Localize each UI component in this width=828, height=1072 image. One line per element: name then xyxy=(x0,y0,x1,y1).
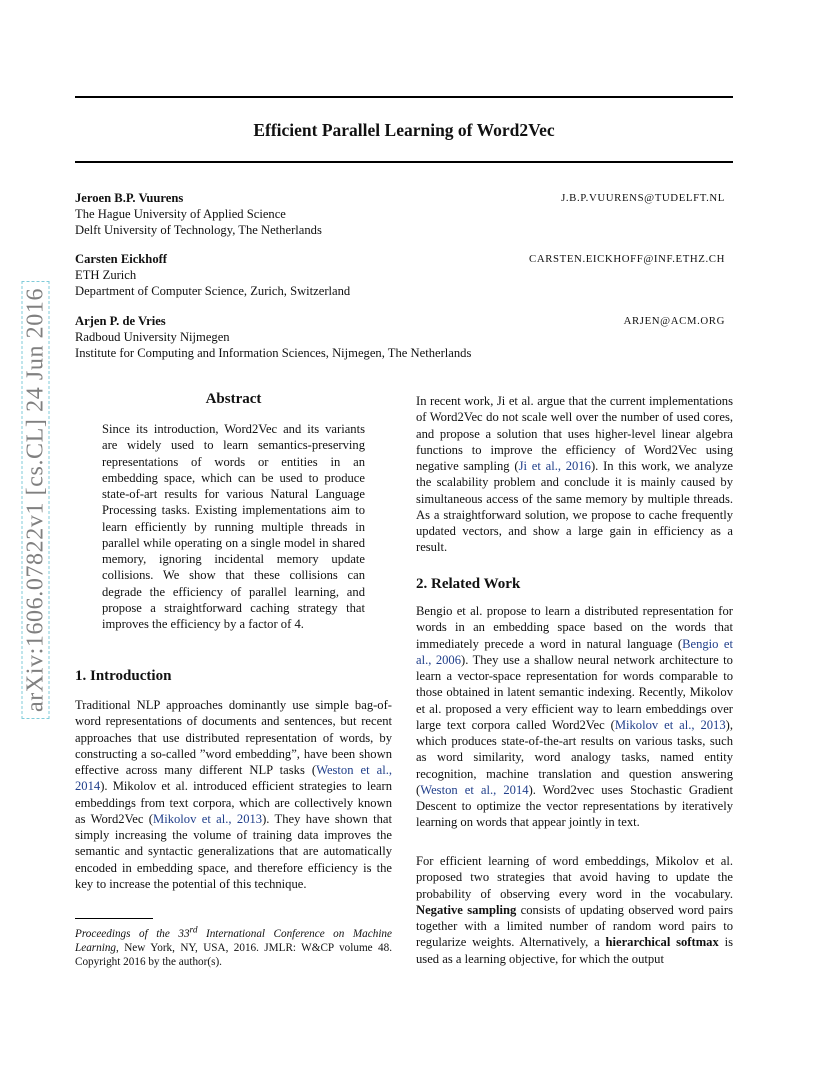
author-affiliation: The Hague University of Applied Science xyxy=(75,207,286,222)
author-email[interactable]: CARSTEN.EICKHOFF@INF.ETHZ.CH xyxy=(529,253,725,265)
author-block xyxy=(75,190,725,239)
citation-link[interactable]: Ji et al., 2016 xyxy=(518,459,591,473)
author-email[interactable]: J.B.P.VUURENS@TUDELFT.NL xyxy=(561,192,725,204)
citation-link[interactable]: Weston et al., 2014 xyxy=(75,763,392,794)
abstract-heading: Abstract xyxy=(205,391,262,407)
author-affiliation: ETH Zurich xyxy=(75,268,137,283)
title-bottom-rule xyxy=(75,161,733,163)
citation-link[interactable]: Weston et al., 2014 xyxy=(420,782,529,797)
arxiv-watermark xyxy=(23,281,50,719)
citation-link[interactable]: Mikolov et al., 2013 xyxy=(153,811,263,826)
arxiv-identifier: arXiv:1606.07822v1 [cs.CL] 24 Jun 2016 xyxy=(22,281,50,719)
author-name: Arjen P. de Vries xyxy=(75,314,166,328)
related-work-paragraph: For efficient learning of word embeddings, Mikolov et al. proposed two strategies that avoid having to update the probability of observing every word in the vocabulary. Negative sampling consists of updating observed word pairs together with a limited number of random word pairs to regularize weights. Alternatively, a hierarchical softmax is used as a learning objective, for which the output xyxy=(416,854,733,966)
title-top-rule xyxy=(75,96,733,98)
citation-link[interactable]: Bengio et al., 2006 xyxy=(416,636,733,667)
introduction-paragraph: Traditional NLP approaches dominantly use simple bag-of-word representations of documents and sentences, but recent approaches that use distributed representation of words, by constructing a so-called ”word embedding”, have been shown effective across many different NLP tasks (Weston et al., 2014). Mikolov et al. introduced efficient strategies to learn embeddings from text corpora, which are collectively known as Word2Vec (Mikolov et al., 2013). They have shown that simply increasing the volume of training data improves the semantic and syntactic generalizations that are automatically encoded in embedding space, and therefore efficiency is the key to increase the potential of this technique. xyxy=(75,698,393,891)
author-block xyxy=(75,251,725,300)
section-heading-introduction: 1. Introduction xyxy=(75,668,172,684)
author-affiliation: Radboud University Nijmegen xyxy=(75,330,230,345)
footnote-rule xyxy=(75,918,153,919)
introduction-continuation-paragraph: In recent work, Ji et al. argue that the current implementations of Word2Vec do not scale well over the number of used cores, and propose a solution that uses higher-level linear algebra functions to improve the efficiency of Word2Vec using negative sampling (Ji et al., 2016). In this work, we analyze the scalability problem and conclude it is mainly caused by simultaneous access of the same memory by multiple threads. As a straightforward solution, we propose to cache frequently updated vectors, and show a large gain in efficiency as a result. xyxy=(416,394,733,555)
author-affiliation: Department of Computer Science, Zurich, Switzerland xyxy=(75,284,351,299)
author-block xyxy=(75,313,725,362)
abstract-text: Since its introduction, Word2Vec and its variants are widely used to learn semantics-preserving representations of words or entities in an embedding space, which can be used to produce state-of-art results for various Natural Language Processing tasks. Existing implementations aim to learn efficiently by running multiple threads in parallel while operating on a single model in shared memory, ignoring incidental memory update collisions. We show that these collisions can degrade the efficiency of parallel learning, and propose a straightforward caching strategy that improves the efficiency by a factor of 4. xyxy=(102,422,365,631)
author-name: Carsten Eickhoff xyxy=(75,252,167,266)
author-affiliation: Institute for Computing and Information Sciences, Nijmegen, The Netherlands xyxy=(75,346,472,361)
author-name: Jeroen B.P. Vuurens xyxy=(75,191,184,205)
citation-link[interactable]: Mikolov et al., 2013 xyxy=(614,717,726,732)
proceedings-footnote: Proceedings of the 33rd International Conference on Machine Learning, New York, NY, USA, 2016. JMLR: W&CP volume 48. Copyright 2016 by the author(s). xyxy=(75,925,392,968)
author-email[interactable]: ARJEN@ACM.ORG xyxy=(623,315,725,327)
paper-title: Efficient Parallel Learning of Word2Vec xyxy=(253,120,555,140)
author-affiliation: Delft University of Technology, The Netherlands xyxy=(75,223,322,238)
related-work-paragraph: Bengio et al. propose to learn a distributed representation for words in an embedding space based on the words that immediately precede a word in natural language (Bengio et al., 2006). They use a shallow neural network architecture to learn a vector-space representation for words comparable to those obtained in latent semantic indexing. Recently, Mikolov et al. proposed a very efficient way to learn embeddings over large text corpora called Word2Vec (Mikolov et al., 2013), which produces state-of-the-art results on various tasks, such as word similarity, word analogy tasks, named entity recognition, machine translation and question answering (Weston et al., 2014). Word2vec uses Stochastic Gradient Descent to optimize the vector representations by iteratively learning on words that appear jointly in text. xyxy=(416,604,733,830)
section-heading-related-work: 2. Related Work xyxy=(416,576,521,592)
